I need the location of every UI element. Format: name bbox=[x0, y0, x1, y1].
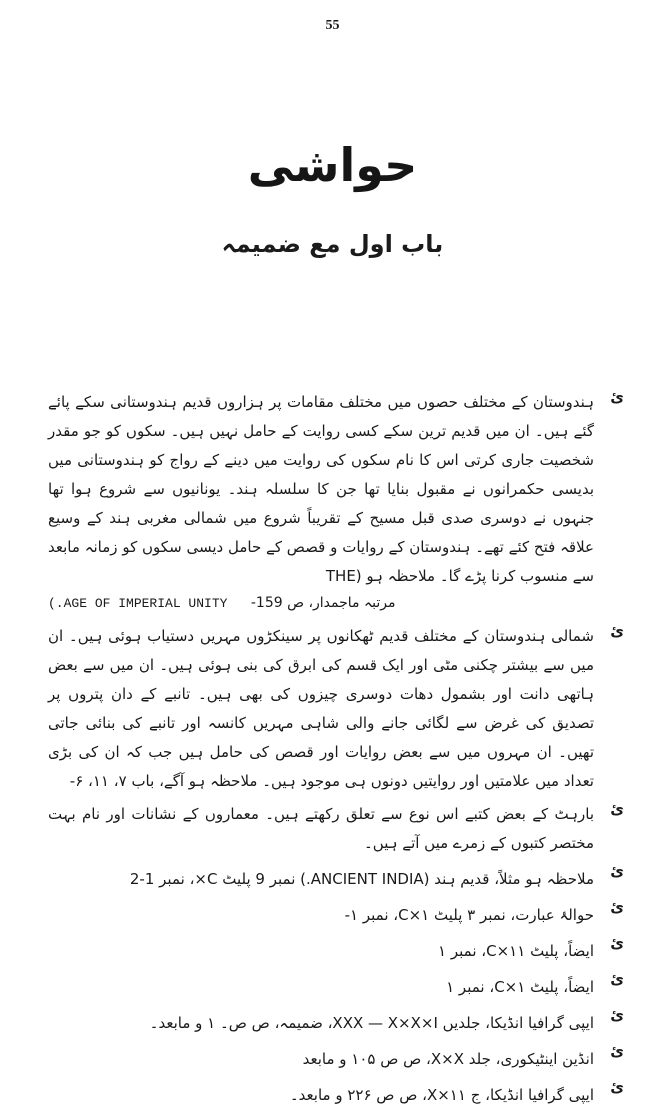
note-text: ایپی گرافیا انڈیکا، جلدیں XXX — X×X×I، ضمیمہ، ص ص۔ ۱ و مابعد۔ bbox=[149, 1014, 594, 1032]
reference-line bbox=[48, 591, 624, 616]
note-9 bbox=[48, 1042, 624, 1076]
note-text: شمالی ہندوستان کے مختلف قدیم ٹھکانوں پر سینکڑوں مہریں دستیاب ہوئی ہیں۔ ان میں سے بیشتر چکنی مٹی اور ایک قسم کی ابرق کی بنی ہوئی ہیں۔ ان میں سے بعض ہاتھی دانت اور بشمول دھات دوسری چیزوں کی بھی ہیں۔ تانبے کے دان پتروں پر تصدیق کی غرض سے لگائی جانے والی شاہی مہریں کانسہ اور تانبے کی بنائی جاتی تھیں۔ ان مہروں میں سے بعض روایات اور قصص کی حامل ہیں جب کہ ان کی بڑی تعداد میں علامتیں اور روایتیں دونوں ہی موجود ہیں۔ ملاحظہ ہو آگے، باب ۷، ۱۱، ۶- bbox=[48, 627, 594, 790]
note-6 bbox=[48, 934, 624, 968]
note-5 bbox=[48, 898, 624, 932]
note-text: حوالۂ عبارت، نمبر ۳ پلیٹ C×۱، نمبر ۱- bbox=[344, 906, 594, 924]
page-title: حواشی bbox=[247, 138, 418, 192]
note-10 bbox=[48, 1078, 624, 1112]
note-text: انڈین اینٹیکوری، جلد X×X، ص ص ۱۰۵ و مابعد bbox=[302, 1050, 594, 1068]
chapter-subtitle: باب اول مع ضمیمہ bbox=[221, 230, 444, 258]
note-marker: ئ bbox=[610, 862, 624, 880]
note-text: ایپی گرافیا انڈیکا، ج X×۱۱، ص ص ۲۲۶ و مابعد۔ bbox=[289, 1086, 594, 1104]
note-marker: ئ bbox=[610, 388, 624, 406]
note-text: بارہٹ کے بعض کتبے اس نوع سے تعلق رکھتے ہیں۔ معماروں کے نشانات اور نام بہت مختصر کتبوں کے زمرے میں آتے ہیں۔ bbox=[48, 805, 594, 852]
note-text: ایضاً، پلیٹ C×۱، نمبر ۱ bbox=[446, 978, 594, 996]
reference-english: AGE OF IMPERIAL UNITY.) bbox=[48, 596, 228, 611]
note-marker: ئ bbox=[610, 800, 624, 818]
note-3 bbox=[48, 800, 624, 858]
note-marker: ئ bbox=[610, 1078, 624, 1096]
note-marker: ئ bbox=[610, 1042, 624, 1060]
note-marker: ئ bbox=[610, 1006, 624, 1024]
note-marker: ئ bbox=[610, 622, 624, 640]
note-1 bbox=[48, 388, 624, 591]
page-number: 55 bbox=[325, 18, 340, 33]
note-7 bbox=[48, 970, 624, 1004]
reference-urdu: مرتبہ ماجمدار، ص 159- bbox=[250, 595, 396, 611]
note-text: ایضاً، پلیٹ C×۱۱، نمبر ۱ bbox=[438, 942, 594, 960]
note-text: ملاحظہ ہو مثلاً، قدیم ہند (ANCIENT INDIA.) نمبر 9 پلیٹ C×، نمبر 1-2 bbox=[129, 870, 594, 888]
note-text: ہندوستان کے مختلف حصوں میں مختلف مقامات پر ہزاروں قدیم ہندوستانی سکے پائے گئے ہیں۔ ان میں قدیم ترین سکے کسی روایت کے حامل نہیں ہیں۔ سکوں کو جو مقدر شخصیت جاری کرتی اس کا نام سکوں کی روایت میں دینے کے رواج کو ہندوستانی میں بدیسی حکمرانوں نے مقبول بنایا تھا جن کا سلسلہ ہند۔ یونانیوں سے شروع ہوا تھا جنہوں نے دوسری صدی قبل مسیح کے تقریباً شروع میں شمالی مغربی ہند کے وسیع علاقہ فتح کئے تھے۔ ہندوستان کے روایات و قصص کے حامل دیسی سکوں کو زمانہ مابعد سے منسوب کرنا پڑے گا۔ ملاحظہ ہو (THE bbox=[48, 393, 594, 585]
note-8 bbox=[48, 1006, 624, 1040]
note-marker: ئ bbox=[610, 898, 624, 916]
note-marker: ئ bbox=[610, 970, 624, 988]
note-4 bbox=[48, 862, 624, 896]
note-2 bbox=[48, 622, 624, 796]
footnotes bbox=[48, 388, 624, 1114]
note-marker: ئ bbox=[610, 934, 624, 952]
